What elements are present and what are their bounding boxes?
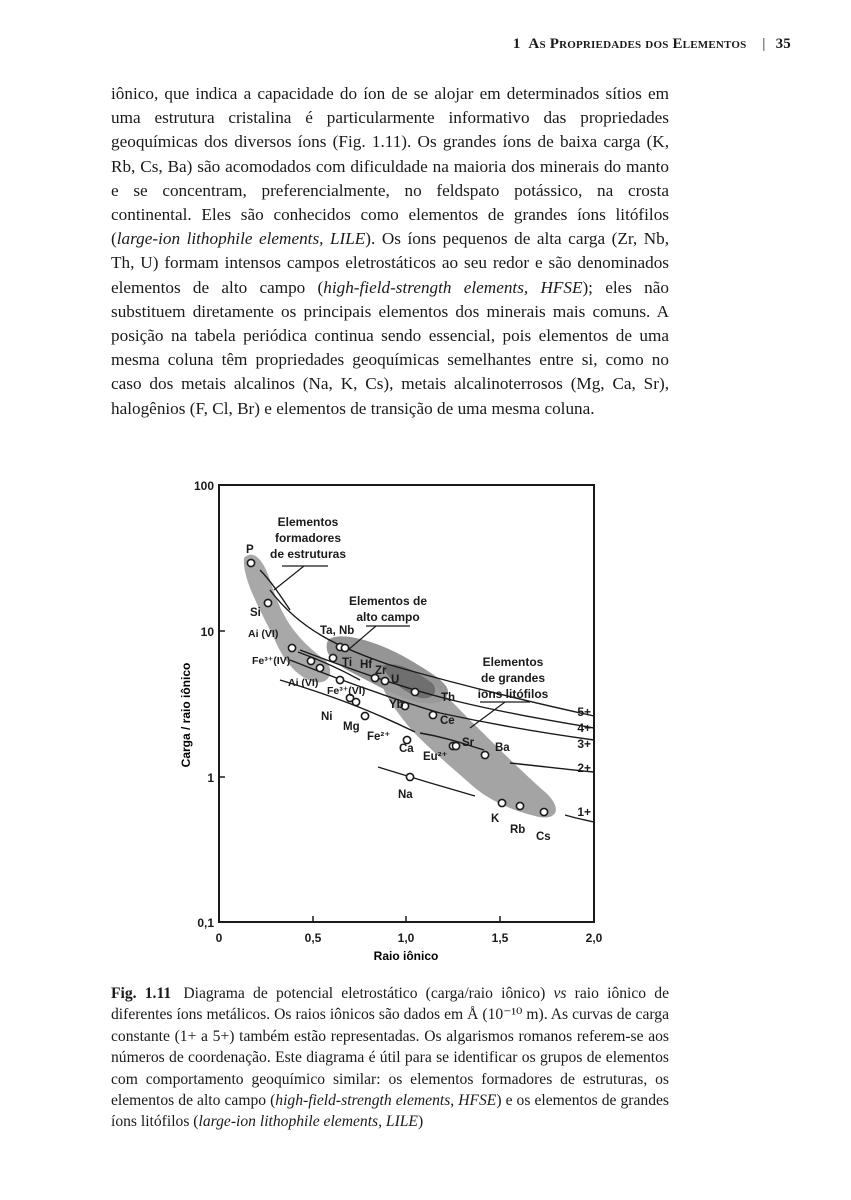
caption-run-italic: high-field-strength elements, HFSE	[275, 1092, 497, 1110]
label-Ca: Ca	[399, 743, 414, 755]
x-tick-0-5: 0,5	[304, 931, 322, 945]
label-Fe3VI: Fe³⁺(VI)	[327, 685, 366, 697]
label-Ce: Ce	[440, 715, 455, 727]
group1-line3: de estruturas	[269, 547, 347, 561]
y-tick-1: 1	[207, 771, 214, 785]
x-tick-1-5: 1,5	[491, 931, 509, 945]
caption-run-italic: vs	[553, 985, 567, 1002]
text-run: iônico, que indica a capacidade do íon de se alojar em determinados sítios em uma estrutura cristalina é particularmente informativo das propriedades geoquímicas dos diversos íons (Fig. 1.11). Os grandes íons de baixa carga (K, Rb, Cs, Ba) são acomodados com dificuldade na maioria dos minerais do manto e se concentram, preferencialmente, no feldspato potássico, na crosta continental. Eles são conhecidos como elementos de grandes íons litófilos (	[111, 84, 669, 249]
y-tick-10: 10	[200, 625, 214, 639]
label-Eu: Eu²⁺	[423, 751, 448, 763]
point-Fe3IV	[307, 657, 314, 664]
caption-run: ) e os elementos de grandes íons litófilos (	[111, 1092, 669, 1131]
group1-line1: Elementos	[277, 515, 339, 529]
body-paragraph	[111, 82, 669, 421]
label-AlVI-a: Ai (VI)	[248, 628, 279, 640]
x-tick-0: 0	[215, 931, 223, 945]
label-U: U	[391, 674, 400, 686]
label-Zr: Zr	[375, 665, 387, 677]
label-Mg: Mg	[343, 721, 360, 733]
point-AlVI-b	[316, 664, 323, 671]
label-Rb: Rb	[510, 824, 526, 836]
group3-line1: Elementos	[482, 655, 544, 669]
point-Cs	[540, 808, 547, 815]
charge-label-1: 1+	[577, 805, 591, 819]
caption-run: )	[417, 1113, 424, 1131]
label-TaNb: Ta, Nb	[320, 625, 355, 637]
group3-line3: íons litófilos	[477, 687, 549, 701]
point-Ba	[481, 751, 488, 758]
chapter-title: As Propriedades dos Elementos	[528, 36, 747, 52]
text-run-italic: large-ion lithophile elements, LILE	[116, 229, 366, 249]
point-AlVI-a	[288, 644, 295, 651]
group3-line2: de grandes	[480, 671, 546, 685]
figure-label: Fig. 1.11	[111, 985, 172, 1002]
label-Ni: Ni	[321, 711, 333, 723]
charge-labels	[577, 705, 591, 819]
y-tick-0-1: 0,1	[197, 916, 214, 930]
text-run: ). Os íons pequenos de alta carga (Zr, Nb, Th, U) formam intensos campos eletrostáticos ao seu redor e são denominados elementos de alto campo (	[111, 229, 669, 297]
label-Hf: Hf	[360, 659, 373, 671]
group1-line2: formadores	[274, 531, 342, 545]
label-Cs: Cs	[536, 831, 551, 843]
header-divider: |	[762, 36, 766, 52]
point-Ce	[429, 711, 436, 718]
group2-line2: alto campo	[356, 610, 420, 624]
charge-label-3: 3+	[577, 737, 591, 751]
point-Si	[264, 599, 271, 606]
point-P	[247, 559, 254, 566]
y-tick-labels	[194, 479, 214, 930]
figure-caption	[111, 983, 669, 1133]
chart-svg	[170, 470, 630, 970]
charge-label-5: 5+	[577, 705, 591, 719]
caption-run: raio iônico de diferentes íons metálicos. Os raios iônicos são dados em Å (10⁻¹⁰ m). As curvas de carga constante (1+ a 5+) também estão representadas. Os algarismos romanos referem-se aos números de coordenação. Este diagrama é útil para se identificar os grupos de elementos com comportamento geoquímico similar: os elementos formadores de estruturas, os elementos de alto campo (	[111, 985, 669, 1110]
point-Sr	[452, 742, 459, 749]
text-run-italic: high-field-strength elements, HFSE	[323, 277, 583, 297]
label-Ba: Ba	[495, 742, 510, 754]
text-run: ); eles não substituem diretamente os principais elementos dos minerais mais comuns. A posição na tabela periódica continua sendo essencial, pois elementos de uma mesma coluna têm propriedades geoquímicas semelhantes entre si, como no caso dos metais alcalinos (Na, K, Cs), metais alcalinoterrosos (Mg, Ca, Sr), halogênios (F, Cl, Br) e elementos de transição de uma mesma coluna.	[111, 277, 670, 418]
label-AlVI-b: Ai (VI)	[288, 677, 319, 689]
charge-label-2: 2+	[577, 761, 591, 775]
point-Nb	[341, 644, 348, 651]
point-Na	[406, 773, 413, 780]
x-tick-labels	[216, 931, 603, 945]
point-Fe3VI	[336, 676, 343, 683]
caption-run: Diagrama de potencial eletrostático (carga/raio iônico)	[183, 985, 554, 1002]
label-Th: Th	[441, 692, 456, 704]
figure-chart	[170, 470, 630, 970]
label-Na: Na	[398, 789, 413, 801]
x-tick-1-0: 1,0	[397, 931, 415, 945]
point-Th	[411, 688, 418, 695]
label-Si: Si	[250, 607, 261, 619]
charge-label-4: 4+	[577, 721, 591, 735]
point-U	[381, 677, 388, 684]
x-axis-label: Raio iônico	[373, 949, 439, 963]
point-Ti	[329, 654, 336, 661]
label-P: P	[246, 544, 254, 556]
caption-run-italic: large-ion lithophile elements, LILE	[198, 1113, 418, 1131]
point-Mg	[352, 698, 359, 705]
chapter-number: 1	[512, 36, 521, 52]
label-K: K	[491, 813, 500, 825]
x-tick-2-0: 2,0	[585, 931, 603, 945]
paragraph	[111, 82, 669, 421]
group2-line1: Elementos de	[348, 594, 428, 608]
point-Fe2	[361, 712, 368, 719]
y-axis-label: Carga / raio iônico	[179, 662, 193, 768]
running-header	[0, 36, 791, 53]
label-Sr: Sr	[462, 737, 475, 749]
label-Yb: Yb	[389, 699, 404, 711]
y-tick-100: 100	[193, 479, 214, 493]
point-Rb	[516, 802, 523, 809]
label-Fe2: Fe²⁺	[367, 731, 391, 743]
label-Fe3IV: Fe³⁺(IV)	[252, 655, 291, 667]
page-number: 35	[775, 36, 791, 52]
point-K	[498, 799, 505, 806]
label-Ti: Ti	[342, 657, 353, 669]
